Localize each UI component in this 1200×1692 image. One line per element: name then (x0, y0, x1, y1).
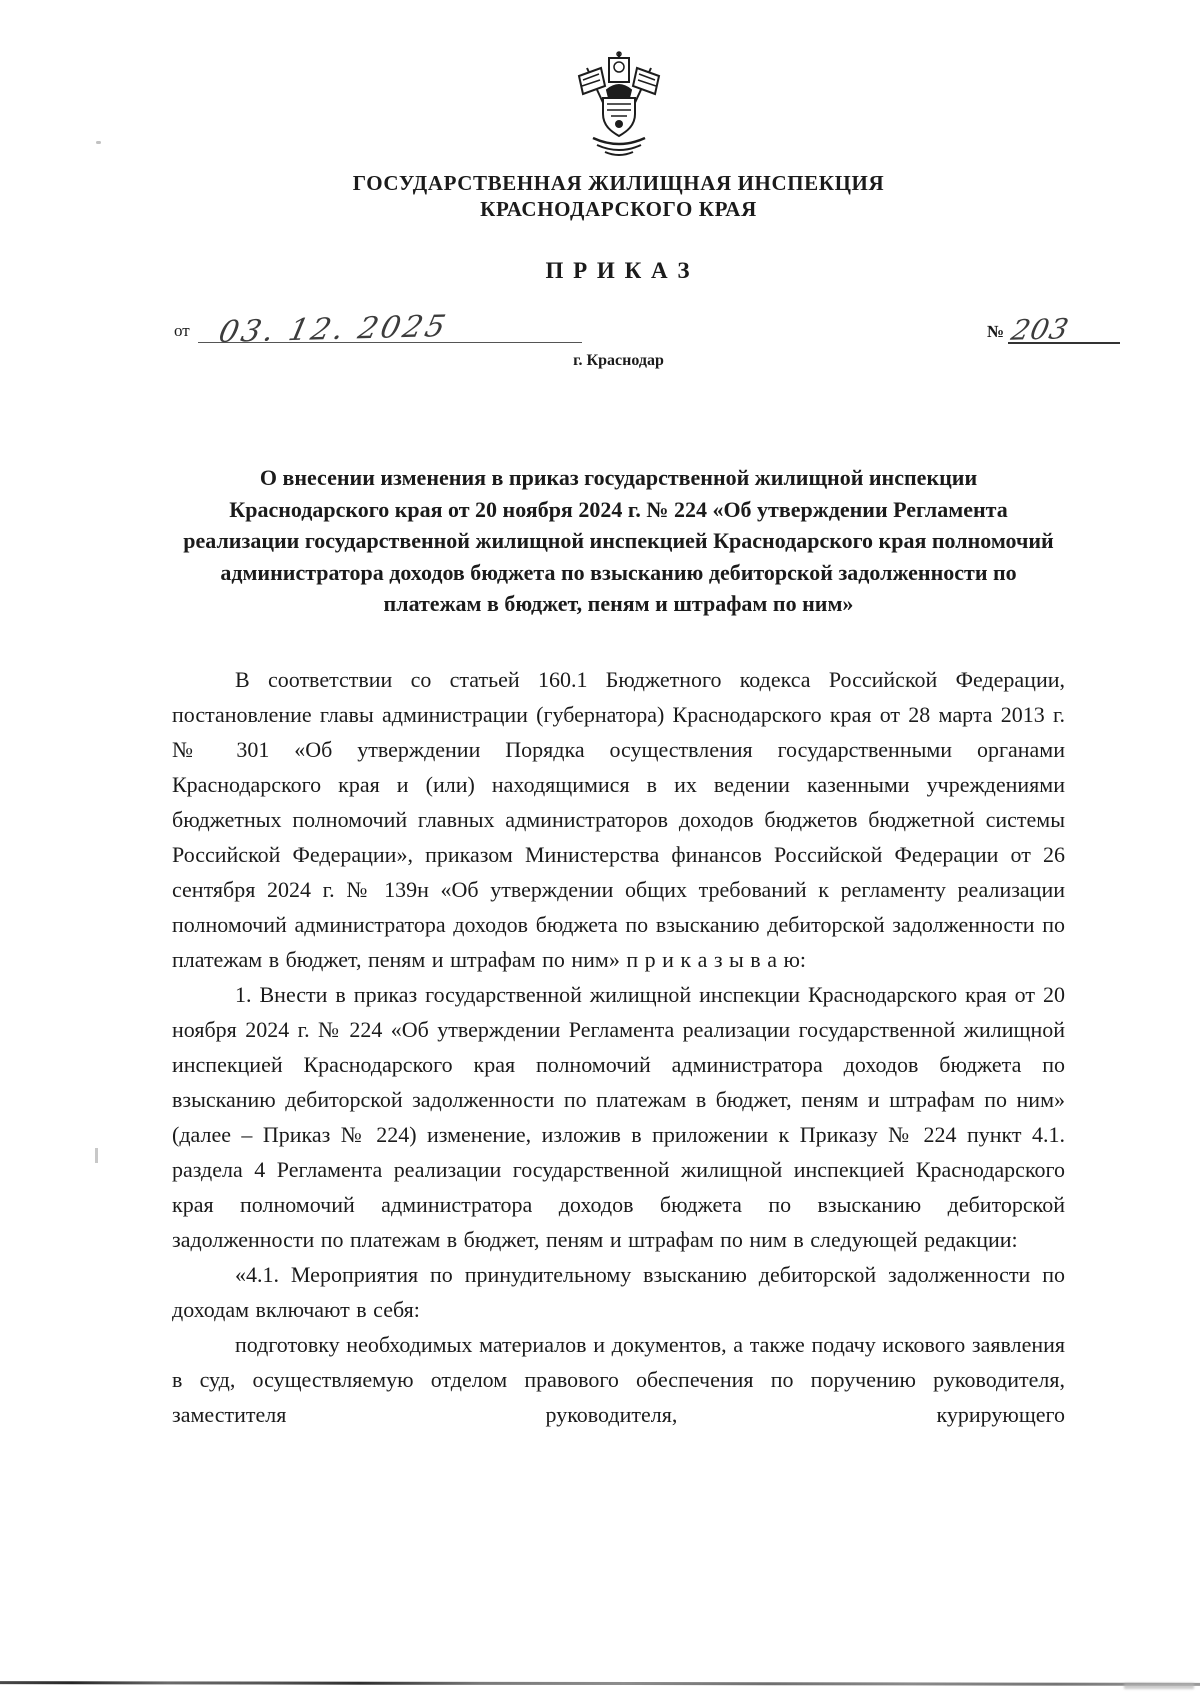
paragraph-preamble: В соответствии со статьей 160.1 Бюджетного кодекса Российской Федерации, постановление главы администрации (губернатора) Краснодарского края от 28 марта 2013 г. № 301 «Об утверждении Порядка осуществления государственными органами Краснодарского края и (или) находящимися в их ведении казенными учреждениями бюджетных полномочий главных администраторов доходов бюджетов бюджетной системы Российской Федерации», приказом Министерства финансов Российской Федерации от 26 сентября 2024 г. № 139н «Об утверждении общих требований к регламенту реализации полномочий администратора доходов бюджета по взысканию дебиторской задолженности по платежам в бюджет, пеням и штрафам по ним» п р и к а з ы в а ю: (172, 666, 1065, 972)
document-type-heading: П Р И К А З (545, 258, 692, 283)
page-bottom-scan-line (0, 1681, 1200, 1686)
number-label: № (986, 322, 1004, 341)
krasnodar-krai-coat-of-arms-icon (567, 50, 671, 160)
date-label: от (174, 321, 190, 340)
org-name-line2: КРАСНОДАРСКОГО КРАЯ (480, 197, 757, 221)
page-bottom-smudge (1124, 1683, 1194, 1689)
org-name (172, 170, 1065, 222)
document-content (172, 0, 1073, 1432)
number-group (986, 312, 1120, 347)
scan-speck-artifact (96, 141, 101, 144)
city-label: г. Краснодар (573, 352, 664, 369)
order-body (172, 662, 1065, 1432)
requisites-row (172, 302, 1073, 350)
handwritten-date: 03. 12. 2025 (215, 309, 452, 350)
date-group (174, 309, 582, 350)
date-underline (198, 309, 582, 350)
number-underline (1008, 312, 1120, 347)
org-name-line1: ГОСУДАРСТВЕННАЯ ЖИЛИЩНАЯ ИНСПЕКЦИЯ (352, 171, 885, 195)
scan-dash-artifact (95, 1148, 98, 1163)
paragraph-4-1-continuation: подготовку необходимых материалов и документов, а также подачу искового заявления в суд, осуществляемую отделом правового обеспечения по поручению руководителя, заместителя руководителя, курирующего (172, 1331, 1065, 1427)
paragraph-item-1: 1. Внести в приказ государственной жилищной инспекции Краснодарского края от 20 ноября 2024 г. № 224 «Об утверждении Регламента реализации государственной жилищной инспекцией Краснодарского края полномочий администратора доходов бюджета по взысканию дебиторской задолженности по платежам в бюджет, пеням и штрафам по ним» (далее – Приказ № 224) изменение, изложив в приложении к Приказу № 224 пункт 4.1. раздела 4 Регламента реализации государственной жилищной инспекцией Краснодарского края полномочий администратора доходов бюджета по взысканию дебиторской задолженности по платежам в бюджет, пеням и штрафам по ним в следующей редакции: (172, 981, 1065, 1252)
handwritten-number: 203 (1008, 312, 1073, 347)
order-title: О внесении изменения в приказ государственной жилищной инспекции Краснодарского края от 20 ноября 2024 г. № 224 «Об утверждении Регламента реализации государственной жилищной инспекцией Краснодарского края полномочий администратора доходов бюджета по взысканию дебиторской задолженности по платежам в бюджет, пеням и штрафам по ним» (183, 465, 1054, 616)
emblem-container (172, 50, 1065, 160)
paragraph-4-1-intro: «4.1. Мероприятия по принудительному взысканию дебиторской задолженности по доходам включают в себя: (172, 1261, 1065, 1322)
